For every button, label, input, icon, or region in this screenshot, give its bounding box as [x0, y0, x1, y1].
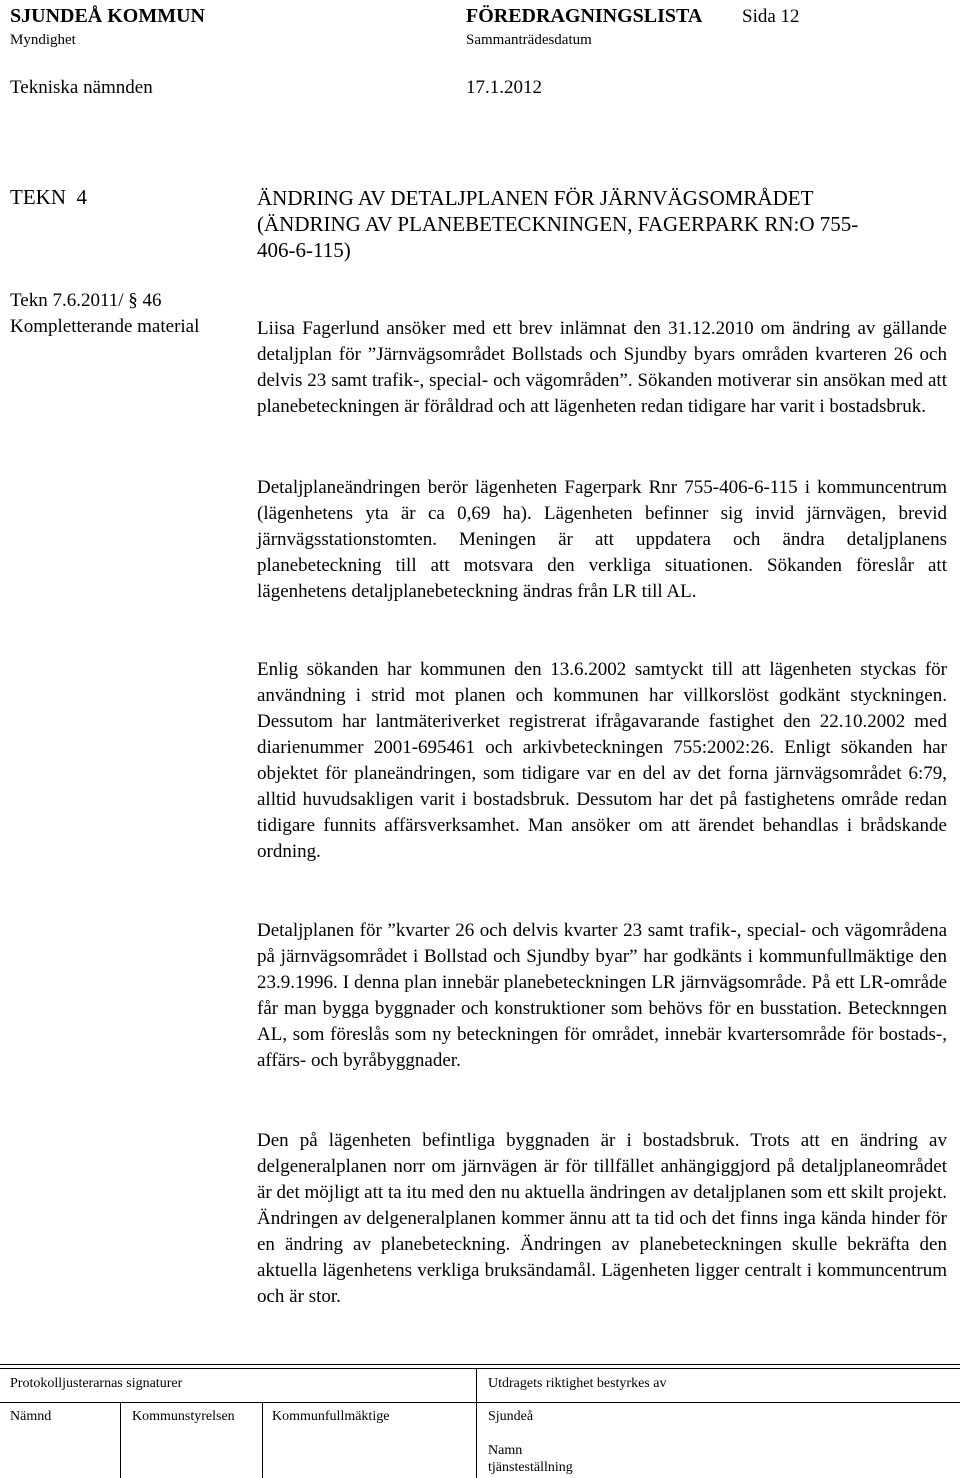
column-label-kommunfullmaktige: Kommunfullmäktige: [272, 1409, 390, 1424]
item-title: [257, 185, 858, 263]
page-label: Sida 12: [742, 6, 800, 27]
authority: Tekniska nämnden: [10, 77, 153, 98]
column-label-namnd: Nämnd: [10, 1409, 52, 1424]
authority-label: Myndighet: [10, 32, 76, 48]
certification-title: Utdragets riktighet bestyrkes av: [488, 1376, 667, 1391]
item-title-line: 406-6-115): [257, 238, 351, 262]
footer-top-rule: [0, 1364, 960, 1365]
signature-footer: [0, 1360, 960, 1478]
position-label: tjänsteställning: [488, 1460, 573, 1475]
body-paragraph: Detaljplaneändringen berör lägenheten Fagerpark Rnr 755-406-6-115 i kommuncentrum (lägenhetens yta är ca 0,69 ha). Lägenheten befinner sig invid järnvägen, brevid järnvägsstationstomten. Meningen är att uppdatera och ändra detaljplanens planebeteckning till att motsvara den verkliga situationen. Sökanden föreslår att lägenhetens detaljplanebeteckning ändras från LR till AL.: [257, 477, 947, 602]
body-paragraph: Detaljplanen för ”kvarter 26 och delvis kvarter 23 samt trafik-, special- och vägområdena på järnvägsområdet i Bollstad och Sjundby byar” har godkänts i kommunfullmäktige den 23.9.1996. I denna plan innebär planebeteckningen LR järnvägsområde. På ett LR-område får man bygga byggnader och konstruktioner som behövs för en busstation. Betecknngen AL, som föreslås som ny beteckningen för området, innebär kvartersområde för bostads-, affärs- och byråbyggnader.: [257, 920, 947, 1071]
item-title-line: ÄNDRING AV DETALJPLANEN FÖR JÄRNVÄGSOMRÅDET: [257, 186, 814, 210]
item-code: TEKN 4: [10, 185, 87, 209]
footer-divider: [0, 1402, 960, 1403]
item-title-line: (ÄNDRING AV PLANEBETECKNINGEN, FAGERPARK RN:O 755-: [257, 212, 859, 236]
signatures-title: Protokolljusterarnas signaturer: [10, 1376, 183, 1391]
body-paragraph: Liisa Fagerlund ansöker med ett brev inlämnat den 31.12.2010 om ändring av gällande detaljplan för ”Järnvägsområdet Bollstads och Sjundby byars områden kvarteren 26 och delvis 23 samt trafik-, special- och vägområden”. Sökanden motiverar sin ansökan med att planebeteckningen är föråldrad och att lägenheten redan tidigare har varit i bostadsbruk.: [257, 318, 947, 417]
body-paragraph: Den på lägenheten befintliga byggnaden är i bostadsbruk. Trots att en ändring av delgeneralplanen norr om järnvägen är för tillfället anhängiggjord på detaljplaneområdet är det möjligt att ta itu med den nu aktuella ändringen av detaljplanen som ett skilt projekt. Ändringen av delgeneralplanen kommer ännu att ta tid och det finns inga kända hinder för en ändring av planebeteckning. Ändringen av planebeteckningen skulle bekräfta den aktuella lägenhetens verkliga bruksändamål. Lägenheten ligger centralt i kommuncentrum och är stor.: [257, 1130, 947, 1307]
body-paragraph: Enlig sökanden har kommunen den 13.6.2002 samtyckt till att lägenheten styckas för användning i strid mot planen och kommunen har villkorslöst godkänt styckningen. Dessutom har lantmäteriverket registrerat ifrågavarande fastighet den 22.10.2002 med diarienummer 2001-695461 och arkivbeteckningen 755:2002:26. Enligt sökanden har objektet för planeändringen, som tidigare var en del av det forna järnvägsområdet 6:79, alltid huvudsakligen varit i bostadsbruk. Dessutom har det på fastighetens område redan tidigare funnits affärsverksamhet. Man ansöker om att ärendet behandlas i brådskande ordning.: [257, 659, 947, 862]
footer-top-rule: [0, 1368, 960, 1369]
item-reference: Tekn 7.6.2011/ § 46: [10, 290, 162, 311]
doc-type: FÖREDRAGNINGSLISTA: [466, 5, 703, 27]
footer-column-divider: [120, 1402, 121, 1478]
org-name: SJUNDEÅ KOMMUN: [10, 5, 205, 27]
name-label: Namn: [488, 1443, 523, 1458]
footer-column-divider: [262, 1402, 263, 1478]
meeting-date: 17.1.2012: [466, 77, 542, 98]
column-label-sjundea: Sjundeå: [488, 1409, 534, 1424]
footer-column-divider: [476, 1368, 477, 1478]
column-label-kommunstyrelsen: Kommunstyrelsen: [132, 1409, 235, 1424]
supplement-label: Kompletterande material: [10, 316, 200, 337]
meeting-date-label: Sammanträdesdatum: [466, 32, 592, 48]
